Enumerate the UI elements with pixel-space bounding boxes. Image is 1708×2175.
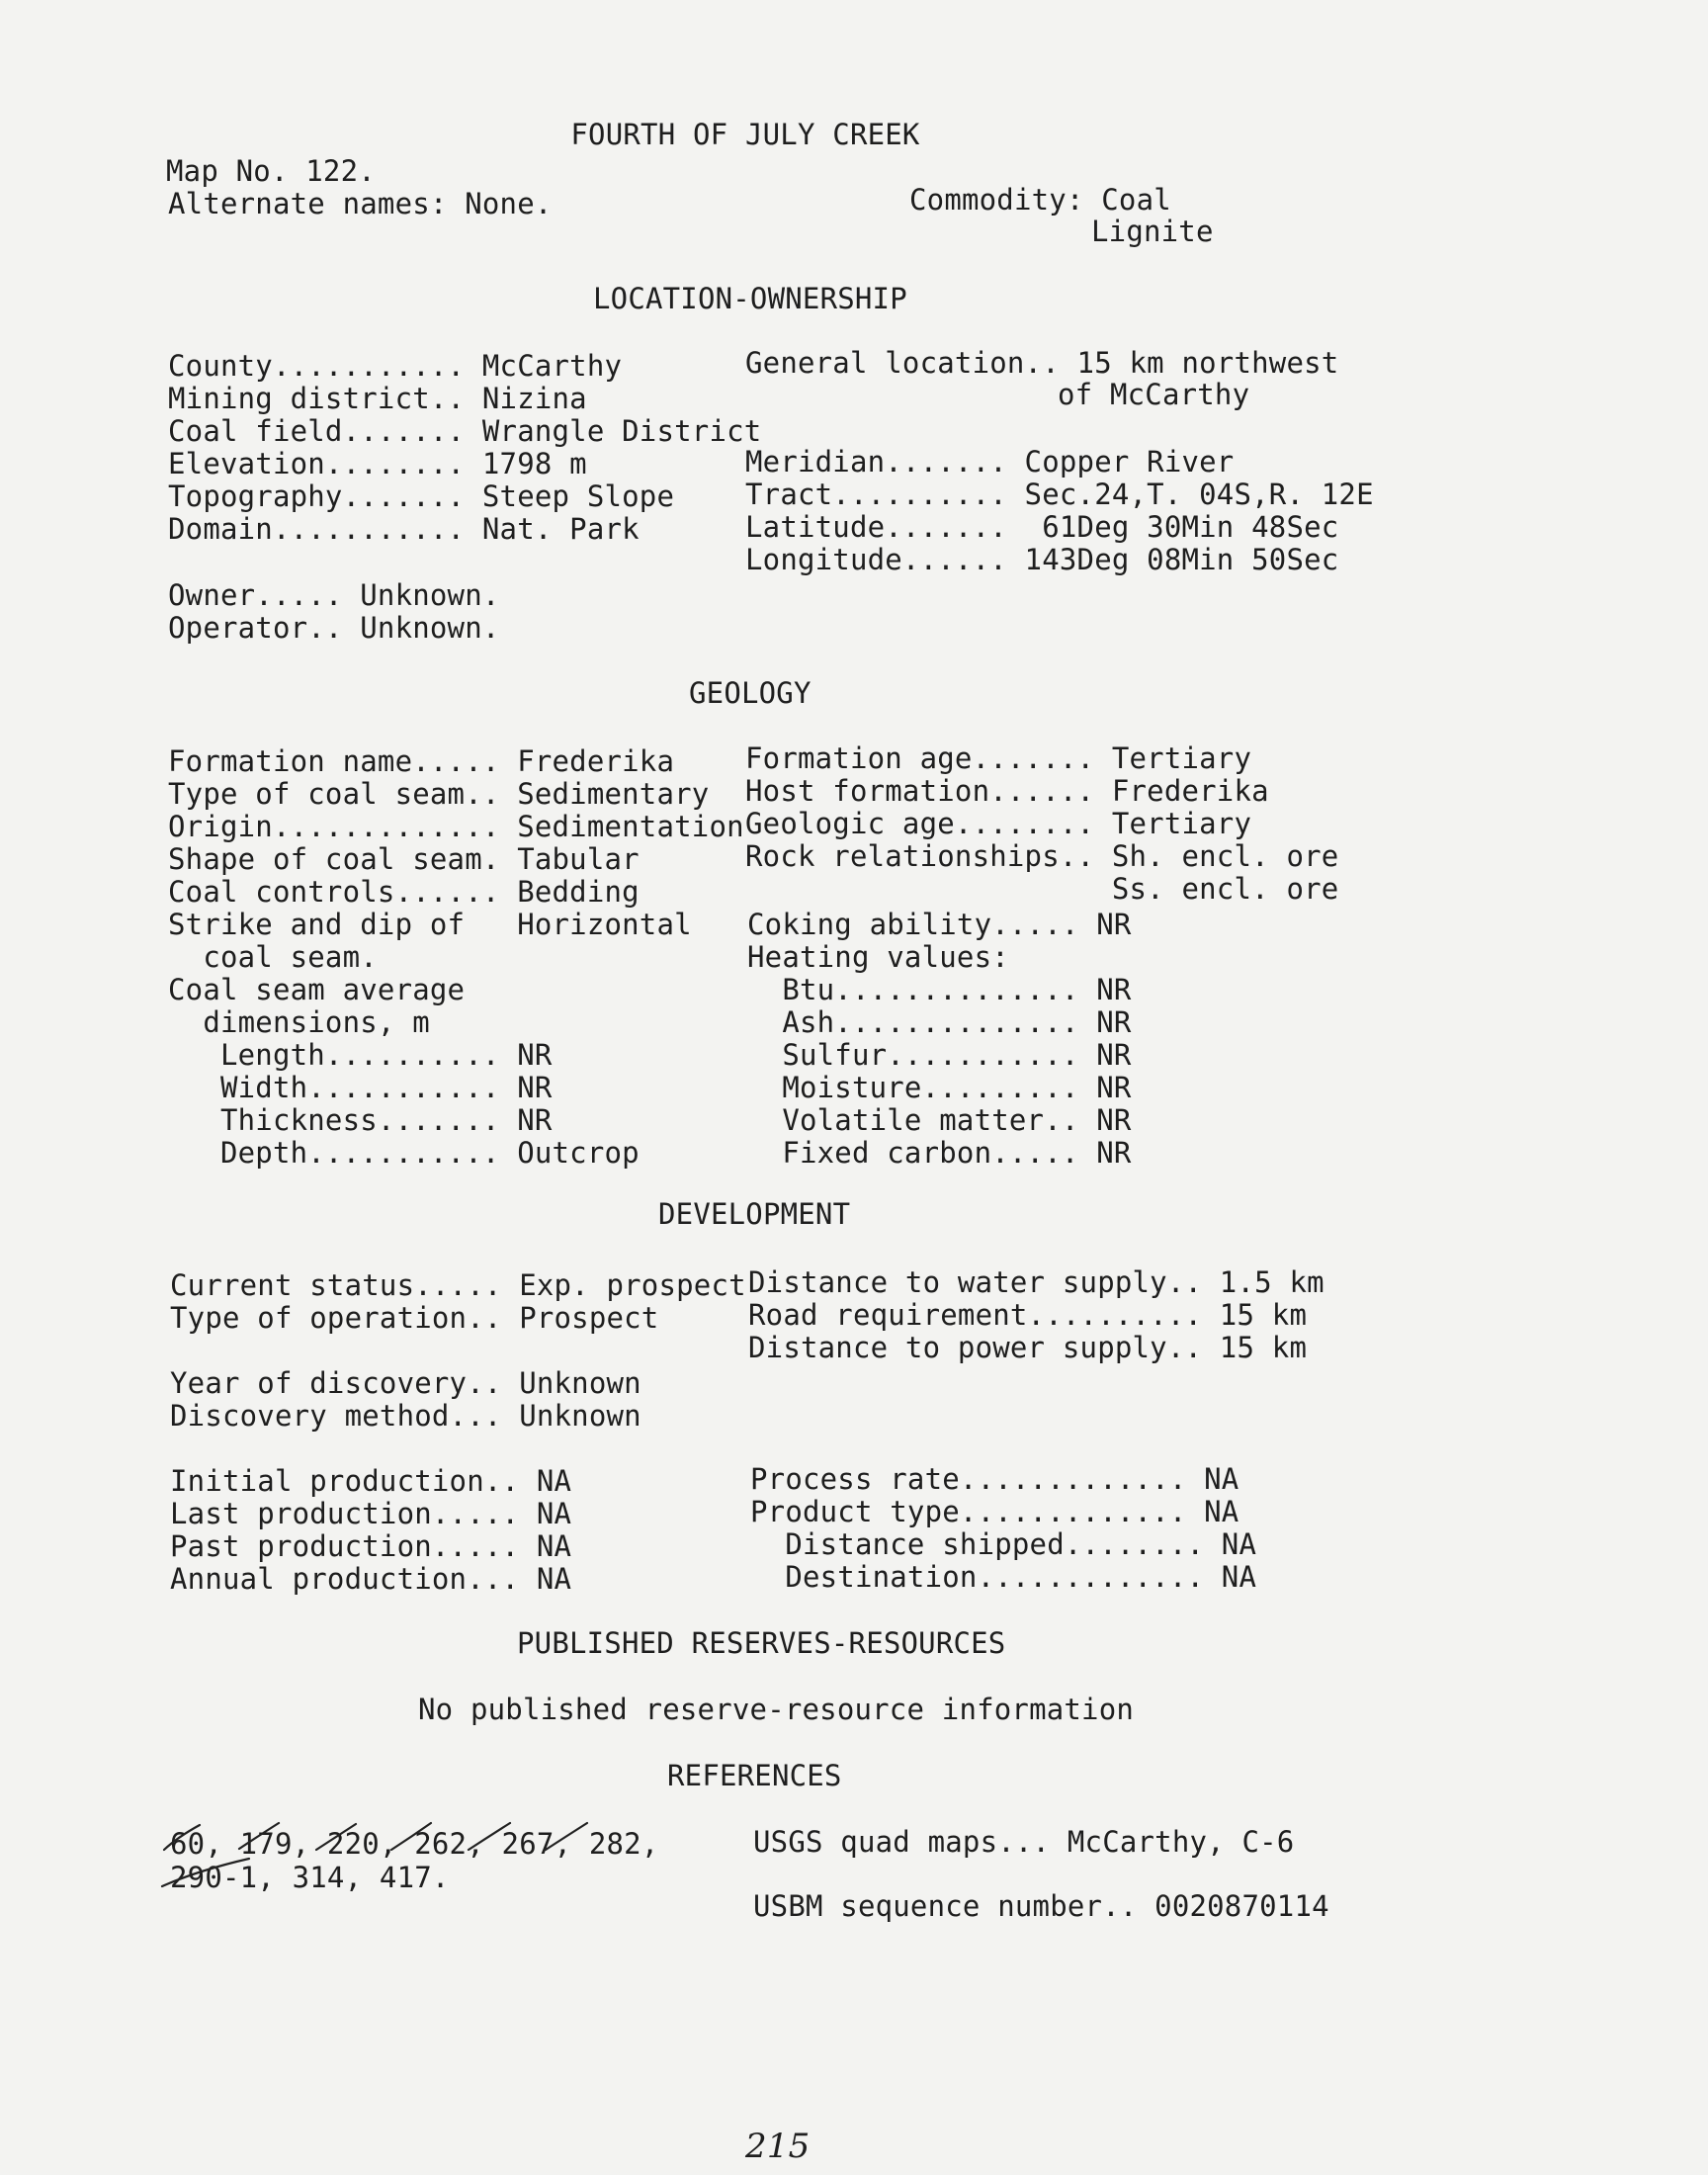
production-product-type: Product type............. NA: [750, 1495, 1239, 1528]
geology-geologic-age: Geologic age........ Tertiary: [745, 807, 1252, 840]
location-elevation: Elevation........ 1798 m: [168, 447, 587, 480]
geology-volatile-matter: Volatile matter.. NR: [747, 1103, 1132, 1137]
production-initial: Initial production.. NA: [170, 1464, 572, 1498]
geology-width: Width........... NR: [168, 1071, 553, 1104]
development-current-status: Current status..... Exp. prospect: [170, 1268, 746, 1302]
usgs-quad-maps: USGS quad maps... McCarthy, C-6: [753, 1825, 1295, 1859]
strike-282: [546, 1823, 587, 1850]
section-heading-geology: GEOLOGY: [689, 676, 811, 710]
map-number: Map No. 122.: [166, 154, 376, 188]
strike-60: [164, 1825, 200, 1850]
geology-depth: Depth........... Outcrop: [168, 1136, 640, 1170]
geology-moisture: Moisture......... NR: [747, 1071, 1132, 1104]
production-last: Last production..... NA: [170, 1497, 572, 1530]
production-annual: Annual production... NA: [170, 1562, 572, 1596]
geology-coal-controls: Coal controls...... Bedding: [168, 875, 640, 909]
location-county: County........... McCarthy: [168, 349, 623, 383]
geology-heating-values: Heating values:: [747, 940, 1009, 974]
section-heading-development: DEVELOPMENT: [658, 1197, 851, 1231]
geology-strike-dip: Strike and dip of Horizontal: [168, 908, 692, 941]
geology-fixed-carbon: Fixed carbon..... NR: [747, 1136, 1132, 1170]
geology-length: Length.......... NR: [168, 1038, 553, 1072]
geology-thickness: Thickness....... NR: [168, 1103, 553, 1137]
operator: Operator.. Unknown.: [168, 611, 500, 645]
strike-220: [316, 1824, 356, 1850]
production-distance-shipped: Distance shipped........ NA: [750, 1527, 1257, 1561]
geology-host-formation: Host formation...... Frederika: [745, 774, 1269, 808]
production-past: Past production..... NA: [170, 1529, 572, 1563]
development-operation-type: Type of operation.. Prospect: [170, 1301, 659, 1335]
section-heading-location: LOCATION-OWNERSHIP: [593, 282, 907, 315]
development-discovery-method: Discovery method... Unknown: [170, 1399, 641, 1433]
geology-formation-age: Formation age....... Tertiary: [745, 741, 1252, 775]
geology-seam-shape: Shape of coal seam. Tabular: [168, 842, 640, 876]
geology-seam-type: Type of coal seam.. Sedimentary: [168, 777, 710, 811]
geology-coking-ability: Coking ability..... NR: [747, 908, 1132, 941]
location-domain: Domain........... Nat. Park: [168, 512, 640, 546]
handwritten-strikeouts: [158, 1819, 652, 1918]
location-longitude: Longitude...... 143Deg 08Min 50Sec: [745, 543, 1339, 576]
development-water-distance: Distance to water supply.. 1.5 km: [748, 1265, 1324, 1299]
alternate-names: Alternate names: None.: [168, 187, 553, 220]
reserves-text: No published reserve-resource information: [418, 1693, 1135, 1726]
section-heading-references: REFERENCES: [667, 1759, 842, 1792]
geology-dimensions: dimensions, m: [168, 1005, 430, 1039]
usbm-sequence-number: USBM sequence number.. 0020870114: [753, 1889, 1329, 1923]
page-title: FOURTH OF JULY CREEK: [570, 118, 920, 151]
geology-strike-dip-cont: coal seam.: [168, 940, 378, 974]
geology-rock-relationships-cont: Ss. encl. ore: [745, 872, 1339, 906]
geology-origin: Origin............. Sedimentation: [168, 810, 744, 843]
strike-262: [391, 1823, 431, 1850]
geology-seam-average: Coal seam average: [168, 973, 466, 1006]
production-destination: Destination............. NA: [750, 1560, 1257, 1594]
page-number: 215: [745, 2127, 811, 2166]
section-heading-reserves: PUBLISHED RESERVES-RESOURCES: [517, 1626, 1006, 1660]
location-general: General location.. 15 km northwest: [745, 346, 1339, 380]
commodity-label: Commodity: Coal: [909, 183, 1171, 217]
location-topography: Topography....... Steep Slope: [168, 479, 675, 513]
geology-btu: Btu.............. NR: [747, 973, 1132, 1006]
location-mining-district: Mining district.. Nizina: [168, 382, 587, 415]
geology-sulfur: Sulfur........... NR: [747, 1038, 1132, 1072]
references-line-1: 60, 179, 220, 262, 267, 282,: [170, 1827, 659, 1861]
location-general-cont: of McCarthy: [1058, 378, 1250, 411]
owner: Owner..... Unknown.: [168, 578, 500, 612]
location-latitude: Latitude....... 61Deg 30Min 48Sec: [745, 510, 1339, 544]
strike-267: [469, 1823, 510, 1850]
location-coal-field: Coal field....... Wrangle District: [168, 414, 762, 448]
location-meridian: Meridian....... Copper River: [745, 445, 1235, 478]
production-process-rate: Process rate............. NA: [750, 1462, 1239, 1496]
geology-formation-name: Formation name..... Frederika: [168, 744, 675, 778]
geology-rock-relationships: Rock relationships.. Sh. encl. ore: [745, 839, 1339, 873]
references-line-2: 290-1, 314, 417.: [170, 1861, 450, 1894]
geology-ash: Ash.............. NR: [747, 1005, 1132, 1039]
strike-179: [239, 1823, 279, 1849]
development-power-distance: Distance to power supply.. 15 km: [748, 1331, 1308, 1364]
development-discovery-year: Year of discovery.. Unknown: [170, 1366, 641, 1400]
location-tract: Tract.......... Sec.24,T. 04S,R. 12E: [745, 478, 1374, 511]
development-road-requirement: Road requirement.......... 15 km: [748, 1298, 1308, 1332]
commodity-lignite: Lignite: [1091, 215, 1214, 248]
strike-290-1: [162, 1859, 249, 1886]
